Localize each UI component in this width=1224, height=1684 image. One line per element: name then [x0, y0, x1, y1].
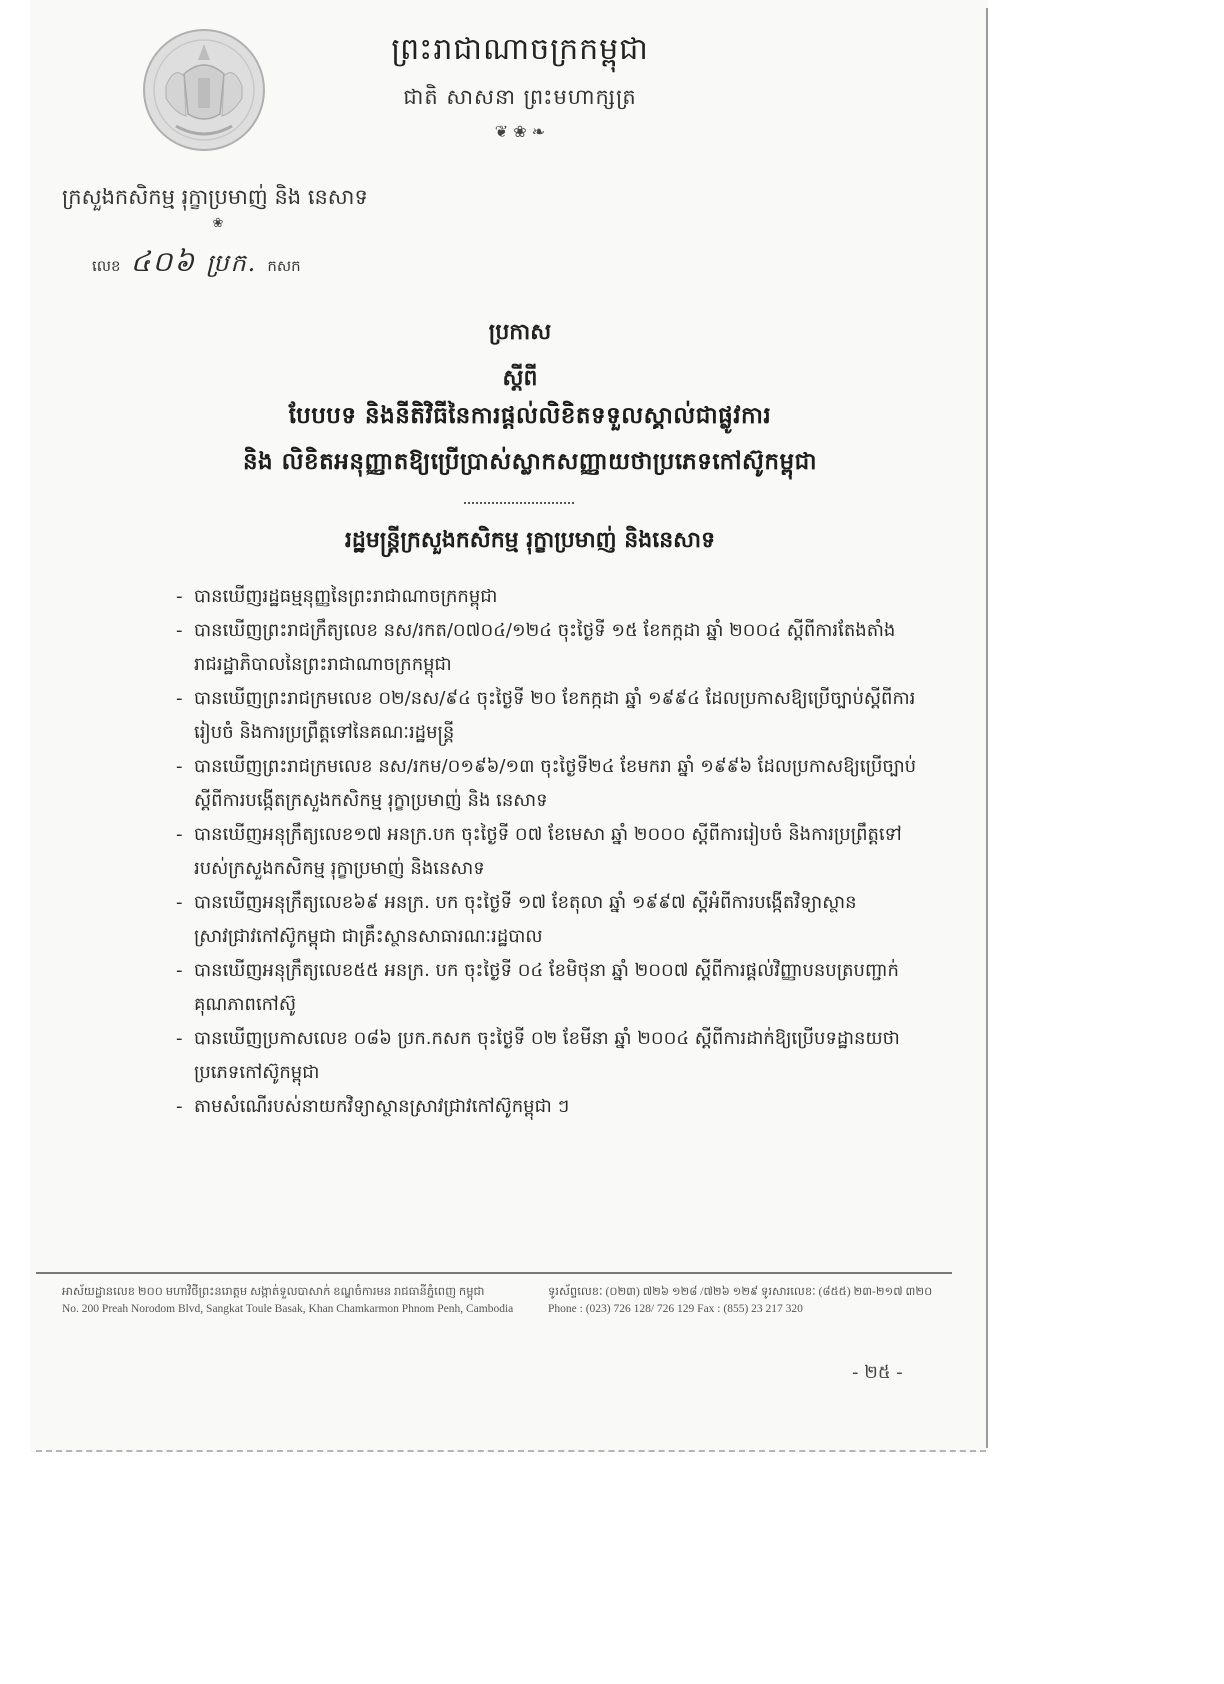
list-item: - បានឃើញអនុក្រឹត្យលេខ៥៥ អនក្រ. បក ចុះថ្ងៃទី ០៤ ខែមិថុនា ឆ្នាំ ២០០៧ ស្តីពីការផ្តល់វិញ្ញាបនបត្របញ្ជាក់គុណភាពកៅស៊ូ	[176, 960, 899, 1015]
consideration-text: បានឃើញអនុក្រឹត្យលេខ៦៩ អនក្រ. បក ចុះថ្ងៃទី ១៧ ខែតុលា ឆ្នាំ ១៩៩៧ ស្តីអំពីការបង្កើតវិទ្យាស្ថានស្រាវជ្រាវកៅស៊ូកម្ពុជា ជាគ្រឹះស្ថានសាធារណៈរដ្ឋបាល	[194, 892, 857, 947]
title-line-2: និង លិខិតអនុញ្ញាតឱ្យប្រើប្រាស់ស្លាកសញ្ញាយថាប្រភេទកៅស៊ូកម្ពុជា	[242, 449, 818, 475]
footer-address-en: No. 200 Preah Norodom Blvd, Sangkat Toule Basak, Khan Chamkarmon Phnom Penh, Cambodia	[62, 1303, 514, 1315]
royal-arms-seal-icon	[140, 26, 268, 154]
ministry-ornament-icon: ❀	[212, 216, 224, 231]
page-number: - ២៥ -	[852, 1362, 903, 1383]
ministry-name: ក្រសួងកសិកម្ម រុក្ខាប្រមាញ់ និង នេសាទ	[62, 185, 368, 209]
national-motto: ជាតិ សាសនា ព្រះមហាក្សត្រ	[403, 85, 637, 109]
reference-handwritten-suffix: ប្រក.	[206, 249, 258, 277]
list-item: - បានឃើញព្រះរាជក្រមលេខ ០២/នស/៩៤ ចុះថ្ងៃទី ២០ ខែកក្កដា ឆ្នាំ ១៩៩៤ ដែលប្រកាសឱ្យប្រើច្បាប់ស្តីពីការរៀបចំ និងការប្រព្រឹត្តទៅនៃគណៈរដ្ឋមន្ត្រី	[176, 688, 916, 743]
consideration-text: បានឃើញអនុក្រឹត្យលេខ៥៥ អនក្រ. បក ចុះថ្ងៃទី ០៤ ខែមិថុនា ឆ្នាំ ២០០៧ ស្តីពីការផ្តល់វិញ្ញាបនបត្របញ្ជាក់គុណភាពកៅស៊ូ	[194, 960, 899, 1015]
consideration-text: បានឃើញព្រះរាជក្រមលេខ នស/រកម/០១៩៦/១៣ ចុះថ្ងៃទី២៤ ខែមករា ឆ្នាំ ១៩៩៦ ដែលប្រកាសឱ្យប្រើច្បាប់ស្តីពីការបង្កើតក្រសួងកសិកម្ម រុក្ខាប្រមាញ់ និង នេសាទ	[194, 756, 917, 811]
consideration-text: បានឃើញអនុក្រឹត្យលេខ១៧ អនក្រ.បក ចុះថ្ងៃទី ០៧ ខែមេសា ឆ្នាំ ២០០០ ស្តីពីការរៀបចំ និងការប្រព្រឹត្តទៅរបស់ក្រសួងកសិកម្ម រុក្ខាប្រមាញ់ និងនេសាទ	[194, 824, 902, 879]
reference-prefix: លេខ	[92, 257, 121, 275]
list-item: - បានឃើញព្រះរាជក្រមលេខ នស/រកម/០១៩៦/១៣ ចុះថ្ងៃទី២៤ ខែមករា ឆ្នាំ ១៩៩៦ ដែលប្រកាសឱ្យប្រើច្បាប់ស្តីពីការបង្កើតក្រសួងកសិកម្ម រុក្ខាប្រមាញ់ និង នេសាទ	[176, 756, 917, 811]
title-line-1: បែបបទ និងនីតិវិធីនៃការផ្តល់លិខិតទទួលស្គាល់ជាផ្លូវការ	[288, 403, 772, 429]
reference-suffix: កសក	[267, 257, 301, 275]
kingdom-heading: ព្រះរាជាណាចក្រកម្ពុជា	[391, 32, 649, 67]
subject-label: ស្តីពី	[502, 366, 538, 391]
consideration-text: បានឃើញព្រះរាជក្រមលេខ ០២/នស/៩៤ ចុះថ្ងៃទី ២០ ខែកក្កដា ឆ្នាំ ១៩៩៤ ដែលប្រកាសឱ្យប្រើច្បាប់ស្តីពីការរៀបចំ និងការប្រព្រឹត្តទៅនៃគណៈរដ្ឋមន្ត្រី	[194, 688, 916, 743]
list-item: - បានឃើញអនុក្រឹត្យលេខ៦៩ អនក្រ. បក ចុះថ្ងៃទី ១៧ ខែតុលា ឆ្នាំ ១៩៩៧ ស្តីអំពីការបង្កើតវិទ្យាស្ថានស្រាវជ្រាវកៅស៊ូកម្ពុជា ជាគ្រឹះស្ថានសាធារណៈរដ្ឋបាល	[176, 892, 857, 947]
considerations-list	[176, 580, 918, 1124]
footer-contact	[548, 1284, 948, 1318]
scan-edge-bottom	[36, 1450, 986, 1452]
reference-number	[92, 244, 301, 285]
consideration-text: តាមសំណើរបស់នាយកវិទ្យាស្ថានស្រាវជ្រាវកៅស៊ូកម្ពុជា ៗ	[194, 1096, 570, 1117]
consideration-text: បានឃើញរដ្ឋធម្មនុញ្ញនៃព្រះរាជាណាចក្រកម្ពុជា	[194, 586, 498, 607]
title-divider	[464, 502, 574, 504]
footer-phone-km: ទូរស័ព្ទលេខៈ (០២៣) ៧២៦ ១២៨ /៧២៦ ១២៩ ទូរសារលេខៈ (៨៥៥) ២៣-២១៧ ៣២០	[548, 1286, 933, 1298]
reference-handwritten-number: ៤០៦	[130, 245, 197, 278]
list-item: - បានឃើញព្រះរាជក្រឹត្យលេខ នស/រកត/០៧០៤/១២៤ ចុះថ្ងៃទី ១៥ ខែកក្កដា ឆ្នាំ ២០០៤ ស្តីពីការតែងតាំងរាជរដ្ឋាភិបាលនៃព្រះរាជាណាចក្រកម្ពុជា	[176, 620, 896, 675]
list-item: - បានឃើញអនុក្រឹត្យលេខ១៧ អនក្រ.បក ចុះថ្ងៃទី ០៧ ខែមេសា ឆ្នាំ ២០០០ ស្តីពីការរៀបចំ និងការប្រព្រឹត្តទៅរបស់ក្រសួងកសិកម្ម រុក្ខាប្រមាញ់ និងនេសាទ	[176, 824, 902, 879]
signatory-heading: រដ្ឋមន្ត្រីក្រសួងកសិកម្ម រុក្ខាប្រមាញ់ និងនេសាទ	[344, 528, 716, 553]
footer-address	[62, 1284, 532, 1318]
list-item: - បានឃើញរដ្ឋធម្មនុញ្ញនៃព្រះរាជាណាចក្រកម្ពុជា	[176, 586, 498, 607]
ornament-icon: ❦ ❀ ❧	[494, 122, 546, 141]
list-item: - បានឃើញប្រកាសលេខ ០៨៦ ប្រក.កសក ចុះថ្ងៃទី ០២ ខែមីនា ឆ្នាំ ២០០៤ ស្តីពីការដាក់ឱ្យប្រើបទដ្ឋានយថាប្រភេទកៅស៊ូកម្ពុជា	[176, 1028, 900, 1083]
footer-phone-en: Phone : (023) 726 128/ 726 129 Fax : (855) 23 217 320	[548, 1303, 803, 1315]
footer-address-km: អាស័យដ្ឋានលេខ ២០០ មហាវិថីព្រះនរោត្តម សង្កាត់ទួលបាសាក់ ខណ្ឌចំការមន រាជធានីភ្នំពេញ កម្ពុជា	[62, 1286, 485, 1298]
list-item: - តាមសំណើរបស់នាយកវិទ្យាស្ថានស្រាវជ្រាវកៅស៊ូកម្ពុជា ៗ	[176, 1096, 570, 1117]
scan-edge-right	[986, 8, 988, 1448]
document-type: ប្រកាស	[488, 320, 552, 345]
consideration-text: បានឃើញប្រកាសលេខ ០៨៦ ប្រក.កសក ចុះថ្ងៃទី ០២ ខែមីនា ឆ្នាំ ២០០៤ ស្តីពីការដាក់ឱ្យប្រើបទដ្ឋានយថាប្រភេទកៅស៊ូកម្ពុជា	[194, 1028, 900, 1083]
consideration-text: បានឃើញព្រះរាជក្រឹត្យលេខ នស/រកត/០៧០៤/១២៤ ចុះថ្ងៃទី ១៥ ខែកក្កដា ឆ្នាំ ២០០៤ ស្តីពីការតែងតាំងរាជរដ្ឋាភិបាលនៃព្រះរាជាណាចក្រកម្ពុជា	[194, 620, 896, 675]
footer-divider	[36, 1272, 952, 1274]
